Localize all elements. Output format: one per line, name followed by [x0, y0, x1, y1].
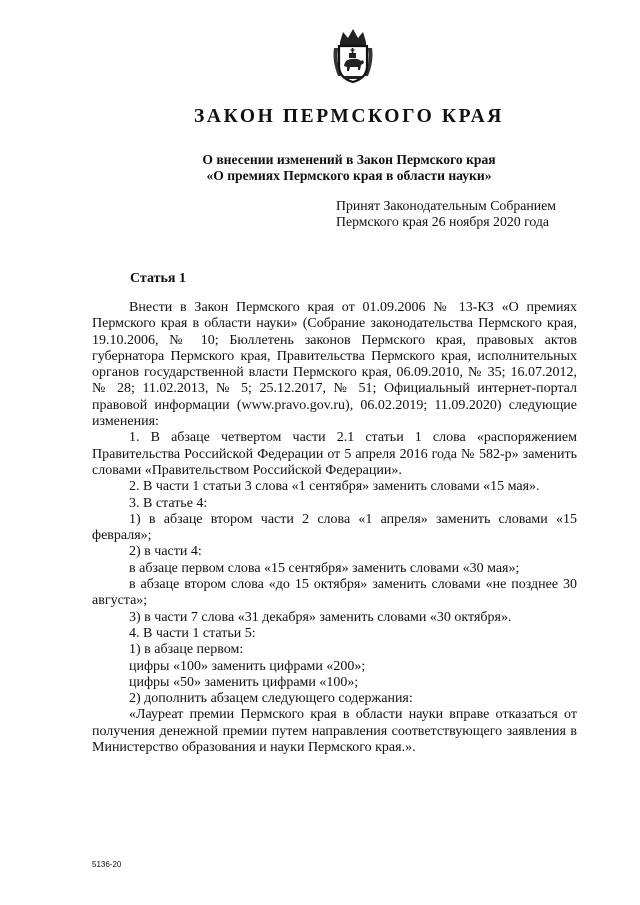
article-heading: Статья 1 — [130, 271, 186, 286]
paragraph: Внести в Закон Пермского края от 01.09.2006 № 13-КЗ «О премиях Пермского края в области науки» (Собрание законодательства Пермского края, 19.10.2006, № 10; Бюллетень законов Пермского края, правовых актов губернатора Пермского края, Правительства Пермского края, исполнительных органов государственной власти Пермского края, 06.09.2010, № 35; 16.07.2012, № 28; 11.02.2013, № 5; 25.12.2017, № 51; Официальный интернет-портал правовой информации (www.pravo.gov.ru), 06.02.2019; 11.09.2020) следующие изменения: — [92, 300, 577, 430]
paragraph: 2) дополнить абзацем следующего содержания: — [129, 691, 413, 707]
subtitle-line: О внесении изменений в Закон Пермского края — [202, 152, 496, 167]
paragraph: 1. В абзаце четвертом части 2.1 статьи 1 слова «распоряжением Правительства Российской Федерации от 5 апреля 2016 года № 582-р» заменить словами «Правительством Российской Федерации». — [92, 430, 577, 478]
paragraph: в абзаце первом слова «15 сентября» заменить словами «30 мая»; — [129, 560, 520, 576]
paragraph: 3) в части 7 слова «31 декабря» заменить словами «30 октября». — [129, 609, 512, 625]
document-subtitle — [0, 152, 640, 184]
paragraph: «Лауреат премии Пермского края в области науки вправе отказаться от получения денежной премии путем направления соответствующего заявления в Министерство образования и науки Пермского края.». — [92, 707, 577, 756]
document-title: ЗАКОН ПЕРМСКОГО КРАЯ — [194, 106, 504, 127]
article-body — [92, 300, 577, 756]
adoption-note — [336, 198, 556, 230]
subtitle-line: «О премиях Пермского края в области науки» — [206, 168, 492, 183]
paragraph: 4. В части 1 статьи 5: — [129, 625, 256, 641]
paragraph: цифры «50» заменить цифрами «100»; — [129, 674, 359, 690]
paragraph: 1) в абзаце втором части 2 слова «1 апреля» заменить словами «15 февраля»; — [92, 511, 577, 544]
paragraph: в абзаце втором слова «до 15 октября» заменить словами «не позднее 30 августа»; — [92, 577, 577, 609]
paragraph: 3. В статье 4: — [129, 495, 208, 511]
paragraph: 2) в части 4: — [129, 544, 202, 560]
coat-of-arms-icon — [330, 26, 376, 84]
adoption-line: Пермского края 26 ноября 2020 года — [336, 214, 550, 229]
document-code: 5136-20 — [92, 860, 122, 869]
paragraph: 1) в абзаце первом: — [129, 642, 244, 658]
paragraph: 2. В части 1 статьи 3 слова «1 сентября» заменить словами «15 мая». — [129, 479, 540, 495]
paragraph: цифры «100» заменить цифрами «200»; — [129, 658, 366, 674]
adoption-line: Принят Законодательным Собранием — [336, 198, 556, 213]
